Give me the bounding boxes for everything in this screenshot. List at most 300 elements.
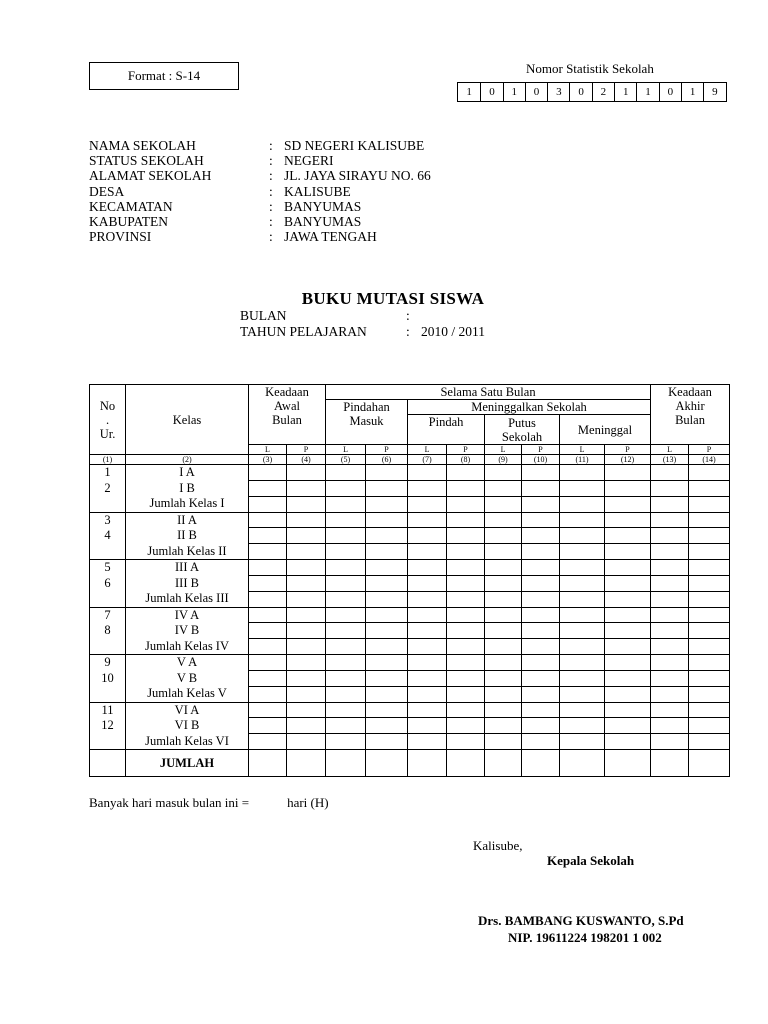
data-cell[interactable]	[447, 607, 485, 623]
data-cell[interactable]	[605, 623, 651, 639]
data-cell[interactable]	[326, 591, 366, 607]
data-cell[interactable]	[287, 655, 326, 671]
total-cell[interactable]	[605, 750, 651, 777]
data-cell[interactable]	[447, 528, 485, 544]
data-cell[interactable]	[326, 607, 366, 623]
data-cell[interactable]	[605, 591, 651, 607]
data-cell[interactable]	[485, 480, 522, 496]
data-cell[interactable]	[408, 702, 447, 718]
column-number: (9)	[485, 455, 522, 465]
info-sep: :	[269, 153, 273, 169]
data-cell[interactable]	[287, 512, 326, 528]
data-cell[interactable]	[560, 623, 605, 639]
data-cell[interactable]	[408, 512, 447, 528]
data-cell[interactable]	[326, 718, 366, 734]
data-cell[interactable]	[408, 734, 447, 750]
data-cell[interactable]	[366, 544, 408, 560]
data-cell[interactable]	[287, 560, 326, 576]
days-unit: hari (H)	[287, 795, 329, 810]
data-cell[interactable]	[485, 639, 522, 655]
data-cell[interactable]	[366, 655, 408, 671]
data-cell[interactable]	[366, 718, 408, 734]
data-cell[interactable]	[689, 655, 730, 671]
data-cell[interactable]	[651, 528, 689, 544]
data-cell[interactable]	[447, 702, 485, 718]
class-label: I A	[179, 465, 195, 479]
data-cell[interactable]	[522, 718, 560, 734]
data-cell[interactable]	[689, 686, 730, 702]
data-cell[interactable]	[689, 734, 730, 750]
data-cell[interactable]	[605, 734, 651, 750]
row-number: 1	[104, 465, 111, 479]
header-lp: P	[287, 445, 326, 455]
data-cell[interactable]	[326, 702, 366, 718]
class-label: VI B	[174, 718, 200, 732]
data-cell[interactable]	[447, 718, 485, 734]
data-cell[interactable]	[485, 496, 522, 512]
data-cell[interactable]	[651, 591, 689, 607]
data-cell[interactable]	[287, 465, 326, 481]
nss-digit: 2	[592, 83, 614, 101]
data-cell[interactable]	[522, 544, 560, 560]
data-cell[interactable]	[287, 718, 326, 734]
data-cell[interactable]	[366, 607, 408, 623]
data-cell[interactable]	[605, 702, 651, 718]
header-meninggalkan-sekolah: Meninggalkan Sekolah	[408, 400, 651, 415]
class-label: VI A	[174, 702, 200, 717]
nss-label: Nomor Statistik Sekolah	[526, 61, 654, 76]
data-cell[interactable]	[560, 702, 605, 718]
data-cell[interactable]	[249, 623, 287, 639]
data-cell[interactable]	[326, 560, 366, 576]
data-cell[interactable]	[651, 702, 689, 718]
data-cell[interactable]	[447, 655, 485, 671]
column-number: (1)	[90, 455, 126, 465]
data-cell[interactable]	[326, 623, 366, 639]
data-cell[interactable]	[485, 734, 522, 750]
info-sep: :	[269, 168, 273, 184]
class-label: III A	[175, 560, 199, 574]
data-cell[interactable]	[408, 607, 447, 623]
info-row	[89, 229, 431, 244]
data-cell[interactable]	[249, 718, 287, 734]
data-cell[interactable]	[408, 560, 447, 576]
total-cell[interactable]	[408, 750, 447, 777]
info-key: KECAMATAN	[89, 198, 173, 214]
class-cell	[126, 560, 249, 608]
data-cell[interactable]	[287, 544, 326, 560]
data-cell[interactable]	[522, 560, 560, 576]
data-cell[interactable]	[485, 528, 522, 544]
data-cell[interactable]	[560, 591, 605, 607]
data-cell[interactable]	[560, 734, 605, 750]
nss-digit: 1	[503, 83, 525, 101]
header-lp: L	[326, 445, 366, 455]
data-cell[interactable]	[689, 623, 730, 639]
info-row	[89, 184, 431, 199]
data-cell[interactable]	[485, 512, 522, 528]
data-cell[interactable]	[485, 560, 522, 576]
data-cell[interactable]	[522, 734, 560, 750]
nss-digit-boxes	[457, 82, 727, 102]
class-label: Jumlah Kelas IV	[144, 638, 229, 653]
data-cell[interactable]	[522, 591, 560, 607]
data-cell[interactable]	[326, 734, 366, 750]
data-cell[interactable]	[485, 702, 522, 718]
data-cell[interactable]	[651, 480, 689, 496]
data-cell[interactable]	[287, 480, 326, 496]
data-cell[interactable]	[249, 512, 287, 528]
data-cell[interactable]	[249, 560, 287, 576]
info-sep: :	[269, 214, 273, 230]
data-cell[interactable]	[560, 528, 605, 544]
header-putus-sekolah: Putus Sekolah	[485, 415, 560, 445]
info-value: 2010 / 2011	[421, 323, 485, 339]
data-cell[interactable]	[366, 686, 408, 702]
data-cell[interactable]	[447, 496, 485, 512]
data-cell[interactable]	[408, 544, 447, 560]
data-cell[interactable]	[287, 702, 326, 718]
data-cell[interactable]	[560, 560, 605, 576]
data-cell[interactable]	[522, 639, 560, 655]
data-cell[interactable]	[447, 734, 485, 750]
days-line	[89, 795, 329, 811]
total-no-cell	[90, 750, 126, 777]
data-cell[interactable]	[605, 544, 651, 560]
data-cell[interactable]	[651, 670, 689, 686]
data-cell[interactable]	[287, 591, 326, 607]
data-cell[interactable]	[605, 496, 651, 512]
data-cell[interactable]	[249, 575, 287, 591]
data-cell[interactable]	[447, 465, 485, 481]
data-cell[interactable]	[326, 480, 366, 496]
data-cell[interactable]	[605, 686, 651, 702]
data-cell[interactable]	[447, 686, 485, 702]
data-cell[interactable]	[326, 512, 366, 528]
data-cell[interactable]	[485, 623, 522, 639]
data-cell[interactable]	[605, 528, 651, 544]
info-row	[89, 153, 431, 168]
data-cell[interactable]	[249, 670, 287, 686]
class-label: II B	[177, 528, 197, 542]
data-cell[interactable]	[366, 480, 408, 496]
data-cell[interactable]	[249, 734, 287, 750]
table-row	[90, 512, 730, 528]
data-cell[interactable]	[689, 512, 730, 528]
data-cell[interactable]	[326, 639, 366, 655]
data-cell[interactable]	[408, 639, 447, 655]
data-cell[interactable]	[287, 623, 326, 639]
data-cell[interactable]	[366, 465, 408, 481]
data-cell[interactable]	[408, 591, 447, 607]
data-cell[interactable]	[651, 544, 689, 560]
data-cell[interactable]	[689, 718, 730, 734]
data-cell[interactable]	[326, 465, 366, 481]
data-cell[interactable]	[651, 560, 689, 576]
column-number: (7)	[408, 455, 447, 465]
total-cell[interactable]	[689, 750, 730, 777]
data-cell[interactable]	[522, 528, 560, 544]
data-cell[interactable]	[651, 734, 689, 750]
data-cell[interactable]	[326, 528, 366, 544]
data-cell[interactable]	[447, 575, 485, 591]
data-cell[interactable]	[447, 639, 485, 655]
data-cell[interactable]	[522, 607, 560, 623]
data-cell[interactable]	[560, 544, 605, 560]
data-cell[interactable]	[651, 496, 689, 512]
column-number: (6)	[366, 455, 408, 465]
data-cell[interactable]	[326, 575, 366, 591]
total-cell[interactable]	[651, 750, 689, 777]
info-sep: :	[269, 198, 273, 214]
data-cell[interactable]	[447, 623, 485, 639]
row-number-cell	[90, 512, 126, 560]
total-row	[90, 750, 730, 777]
data-cell[interactable]	[651, 639, 689, 655]
data-cell[interactable]	[287, 496, 326, 512]
total-cell[interactable]	[522, 750, 560, 777]
data-cell[interactable]	[287, 607, 326, 623]
nss-digit: 1	[636, 83, 658, 101]
data-cell[interactable]	[408, 465, 447, 481]
data-cell[interactable]	[287, 686, 326, 702]
data-cell[interactable]	[366, 575, 408, 591]
data-cell[interactable]	[689, 591, 730, 607]
data-cell[interactable]	[249, 496, 287, 512]
data-cell[interactable]	[326, 544, 366, 560]
header-lp: P	[447, 445, 485, 455]
data-cell[interactable]	[651, 686, 689, 702]
data-cell[interactable]	[522, 623, 560, 639]
data-cell[interactable]	[485, 686, 522, 702]
data-cell[interactable]	[249, 465, 287, 481]
data-cell[interactable]	[560, 718, 605, 734]
data-cell[interactable]	[485, 465, 522, 481]
data-cell[interactable]	[287, 528, 326, 544]
data-cell[interactable]	[447, 591, 485, 607]
data-cell[interactable]	[605, 639, 651, 655]
info-sep: :	[406, 323, 410, 339]
nss-digit: 1	[614, 83, 636, 101]
total-label: JUMLAH	[126, 750, 249, 777]
total-cell[interactable]	[249, 750, 287, 777]
data-cell[interactable]	[605, 670, 651, 686]
data-cell[interactable]	[249, 528, 287, 544]
data-cell[interactable]	[689, 670, 730, 686]
data-cell[interactable]	[689, 528, 730, 544]
data-cell[interactable]	[689, 544, 730, 560]
data-cell[interactable]	[408, 528, 447, 544]
data-cell[interactable]	[485, 718, 522, 734]
data-cell[interactable]	[249, 544, 287, 560]
data-cell[interactable]	[366, 512, 408, 528]
data-cell[interactable]	[605, 655, 651, 671]
data-cell[interactable]	[366, 591, 408, 607]
data-cell[interactable]	[522, 670, 560, 686]
info-row	[89, 168, 431, 183]
data-cell[interactable]	[326, 496, 366, 512]
data-cell[interactable]	[689, 480, 730, 496]
data-cell[interactable]	[249, 655, 287, 671]
header-kelas: Kelas	[126, 385, 249, 455]
data-cell[interactable]	[366, 734, 408, 750]
class-cell	[126, 655, 249, 703]
data-cell[interactable]	[689, 496, 730, 512]
data-cell[interactable]	[605, 718, 651, 734]
data-cell[interactable]	[651, 465, 689, 481]
data-cell[interactable]	[522, 512, 560, 528]
header-selama-satu-bulan: Selama Satu Bulan	[326, 385, 651, 400]
data-cell[interactable]	[560, 465, 605, 481]
data-cell[interactable]	[560, 496, 605, 512]
header-keadaan-akhir: Keadaan Akhir Bulan	[651, 385, 730, 445]
data-cell[interactable]	[408, 496, 447, 512]
data-cell[interactable]	[287, 575, 326, 591]
data-cell[interactable]	[249, 480, 287, 496]
class-label: III B	[175, 575, 199, 590]
data-cell[interactable]	[485, 655, 522, 671]
data-cell[interactable]	[447, 480, 485, 496]
column-number: (13)	[651, 455, 689, 465]
data-cell[interactable]	[605, 512, 651, 528]
data-cell[interactable]	[651, 623, 689, 639]
data-cell[interactable]	[485, 544, 522, 560]
data-cell[interactable]	[605, 560, 651, 576]
header-pindah: Pindah	[408, 415, 485, 445]
data-cell[interactable]	[522, 496, 560, 512]
info-value: KALISUBE	[284, 183, 351, 199]
data-cell[interactable]	[447, 544, 485, 560]
data-cell[interactable]	[560, 480, 605, 496]
data-cell[interactable]	[408, 686, 447, 702]
data-cell[interactable]	[366, 639, 408, 655]
class-label: IV A	[174, 607, 200, 622]
row-number-cell	[90, 560, 126, 608]
data-cell[interactable]	[651, 575, 689, 591]
nss-digit: 0	[480, 83, 502, 101]
period-info	[240, 308, 485, 339]
data-cell[interactable]	[249, 686, 287, 702]
data-cell[interactable]	[605, 607, 651, 623]
data-cell[interactable]	[651, 512, 689, 528]
class-cell	[126, 702, 249, 750]
data-cell[interactable]	[560, 639, 605, 655]
row-number: 7	[104, 607, 111, 622]
data-cell[interactable]	[447, 560, 485, 576]
data-cell[interactable]	[689, 702, 730, 718]
data-cell[interactable]	[287, 639, 326, 655]
class-label: Jumlah Kelas V	[147, 686, 227, 700]
data-cell[interactable]	[408, 655, 447, 671]
info-sep: :	[406, 308, 410, 323]
data-cell[interactable]	[560, 607, 605, 623]
mutation-table	[89, 384, 730, 777]
data-cell[interactable]	[522, 686, 560, 702]
info-key: BULAN	[240, 308, 287, 323]
data-cell[interactable]	[249, 591, 287, 607]
data-cell[interactable]	[485, 591, 522, 607]
data-cell[interactable]	[485, 607, 522, 623]
data-cell[interactable]	[366, 496, 408, 512]
total-cell[interactable]	[447, 750, 485, 777]
data-cell[interactable]	[560, 655, 605, 671]
data-cell[interactable]	[522, 575, 560, 591]
info-key: STATUS SEKOLAH	[89, 153, 204, 169]
data-cell[interactable]	[408, 623, 447, 639]
document-title: BUKU MUTASI SISWA	[301, 289, 485, 308]
total-cell[interactable]	[366, 750, 408, 777]
data-cell[interactable]	[605, 575, 651, 591]
data-cell[interactable]	[689, 575, 730, 591]
data-cell[interactable]	[249, 607, 287, 623]
column-number: (10)	[522, 455, 560, 465]
data-cell[interactable]	[651, 655, 689, 671]
data-cell[interactable]	[366, 560, 408, 576]
data-cell[interactable]	[408, 575, 447, 591]
total-cell[interactable]	[485, 750, 522, 777]
data-cell[interactable]	[485, 670, 522, 686]
data-cell[interactable]	[366, 623, 408, 639]
class-label: V A	[176, 655, 198, 669]
total-cell[interactable]	[287, 750, 326, 777]
data-cell[interactable]	[249, 639, 287, 655]
data-cell[interactable]	[560, 670, 605, 686]
data-cell[interactable]	[326, 686, 366, 702]
data-cell[interactable]	[689, 560, 730, 576]
data-cell[interactable]	[408, 718, 447, 734]
data-cell[interactable]	[689, 607, 730, 623]
data-cell[interactable]	[522, 702, 560, 718]
data-cell[interactable]	[522, 480, 560, 496]
data-cell[interactable]	[560, 686, 605, 702]
data-cell[interactable]	[651, 718, 689, 734]
data-cell[interactable]	[485, 575, 522, 591]
table-row	[90, 465, 730, 481]
data-cell[interactable]	[447, 670, 485, 686]
data-cell[interactable]	[249, 702, 287, 718]
data-cell[interactable]	[287, 670, 326, 686]
data-cell[interactable]	[560, 512, 605, 528]
data-cell[interactable]	[408, 480, 447, 496]
data-cell[interactable]	[366, 670, 408, 686]
total-cell[interactable]	[560, 750, 605, 777]
data-cell[interactable]	[366, 702, 408, 718]
data-cell[interactable]	[522, 465, 560, 481]
data-cell[interactable]	[326, 670, 366, 686]
data-cell[interactable]	[287, 734, 326, 750]
data-cell[interactable]	[447, 512, 485, 528]
row-number-cell	[90, 702, 126, 750]
data-cell[interactable]	[522, 655, 560, 671]
header-pindahan-masuk: Pindahan Masuk	[326, 400, 408, 445]
row-number-cell	[90, 655, 126, 703]
header-lp: L	[485, 445, 522, 455]
data-cell[interactable]	[326, 655, 366, 671]
data-cell[interactable]	[560, 575, 605, 591]
info-row	[89, 138, 431, 153]
total-cell[interactable]	[326, 750, 366, 777]
data-cell[interactable]	[689, 465, 730, 481]
data-cell[interactable]	[605, 480, 651, 496]
data-cell[interactable]	[408, 670, 447, 686]
class-label: I B	[179, 480, 195, 495]
class-label: Jumlah Kelas VI	[145, 733, 229, 748]
data-cell[interactable]	[651, 607, 689, 623]
data-cell[interactable]	[366, 528, 408, 544]
info-sep: :	[269, 138, 273, 153]
data-cell[interactable]	[605, 465, 651, 481]
data-cell[interactable]	[689, 639, 730, 655]
